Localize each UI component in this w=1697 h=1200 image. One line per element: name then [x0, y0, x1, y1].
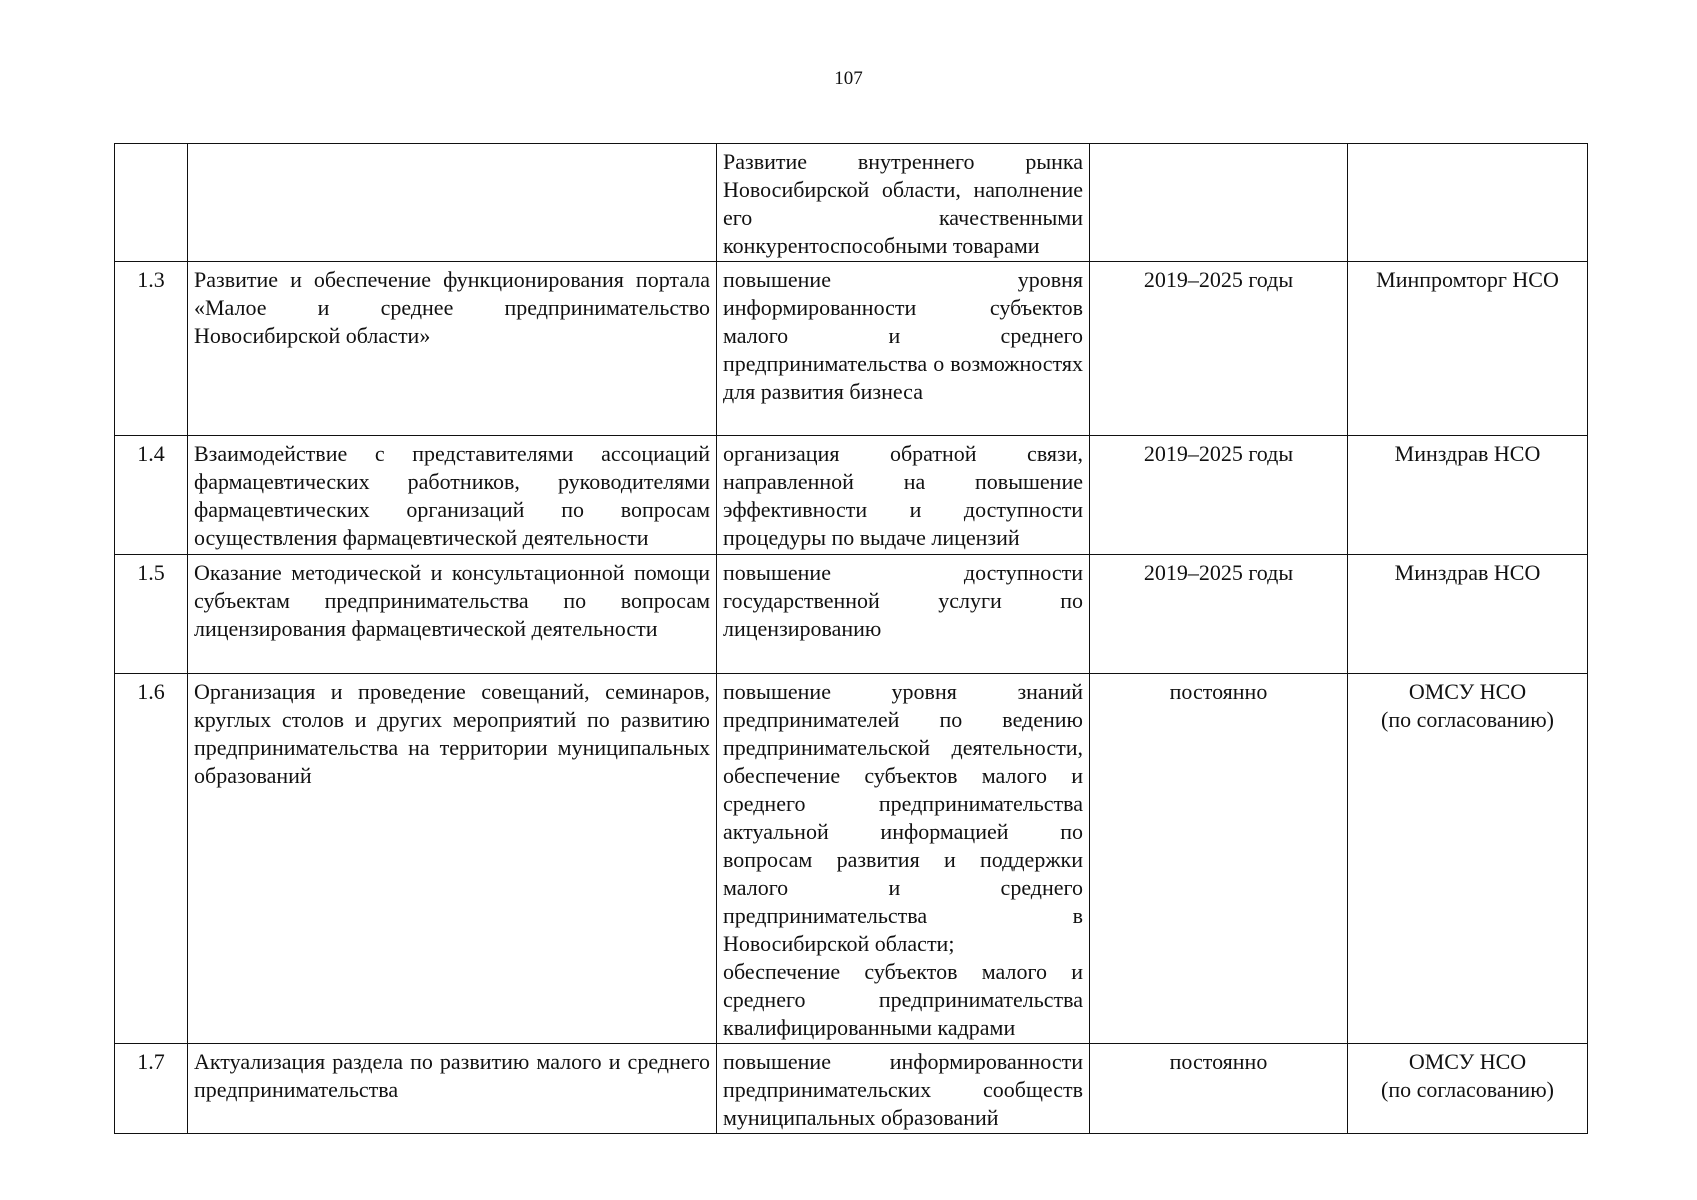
term-cell [1090, 144, 1348, 262]
table-row [115, 674, 1588, 1044]
executor-cell: ОМСУ НСО (по согласованию) [1348, 1044, 1588, 1134]
result-cell: Развитие внутреннего рынка Новосибирской области, наполнение его качественными конкурентоспособными товарами [717, 144, 1090, 262]
activity-cell: Взаимодействие с представителями ассоциаций фармацевтических работников, руководителями фармацевтических организаций по вопросам осуществления фармацевтической деятельности [188, 436, 717, 555]
result-cell: повышение уровня информированности субъектов малого и среднего предпринимательства о возможностях для развития бизнеса [717, 262, 1090, 436]
activity-cell: Развитие и обеспечение функционирования портала «Малое и среднее предпринимательство Новосибирской области» [188, 262, 717, 436]
executor-cell [1348, 144, 1588, 262]
row-number: 1.4 [115, 436, 188, 555]
table-row [115, 144, 1588, 262]
row-number: 1.7 [115, 1044, 188, 1134]
term-cell: 2019–2025 годы [1090, 436, 1348, 555]
table-row [115, 555, 1588, 674]
table-row [115, 1044, 1588, 1134]
row-number: 1.6 [115, 674, 188, 1044]
result-cell: организация обратной связи, направленной на повышение эффективности и доступности процедуры по выдаче лицензий [717, 436, 1090, 555]
row-number: 1.5 [115, 555, 188, 674]
row-number: 1.3 [115, 262, 188, 436]
executor-cell: ОМСУ НСО (по согласованию) [1348, 674, 1588, 1044]
term-cell: 2019–2025 годы [1090, 262, 1348, 436]
page-number: 107 [834, 68, 863, 89]
term-cell: постоянно [1090, 1044, 1348, 1134]
result-cell: повышение информированности предпринимательских сообществ муниципальных образований [717, 1044, 1090, 1134]
executor-cell: Минпромторг НСО [1348, 262, 1588, 436]
activity-cell: Оказание методической и консультационной помощи субъектам предпринимательства по вопросам лицензирования фармацевтической деятельности [188, 555, 717, 674]
measures-table [114, 143, 1588, 1134]
activity-cell: Актуализация раздела по развитию малого и среднего предпринимательства [188, 1044, 717, 1134]
result-cell: повышение доступности государственной услуги по лицензированию [717, 555, 1090, 674]
executor-cell: Минздрав НСО [1348, 436, 1588, 555]
executor-cell: Минздрав НСО [1348, 555, 1588, 674]
row-number [115, 144, 188, 262]
table-row [115, 262, 1588, 436]
term-cell: 2019–2025 годы [1090, 555, 1348, 674]
activity-cell [188, 144, 717, 262]
table-row [115, 436, 1588, 555]
result-cell: повышение уровня знаний предпринимателей по ведению предпринимательской деятельности, обеспечение субъектов малого и среднего предпринимательства актуальной информацией по вопросам развития и поддержки малого и среднего предпринимательства в Новосибирской области; обеспечение субъектов малого и среднего предпринимательства квалифицированными кадрами [717, 674, 1090, 1044]
term-cell: постоянно [1090, 674, 1348, 1044]
activity-cell: Организация и проведение совещаний, семинаров, круглых столов и других мероприятий по развитию предпринимательства на территории муниципальных образований [188, 674, 717, 1044]
